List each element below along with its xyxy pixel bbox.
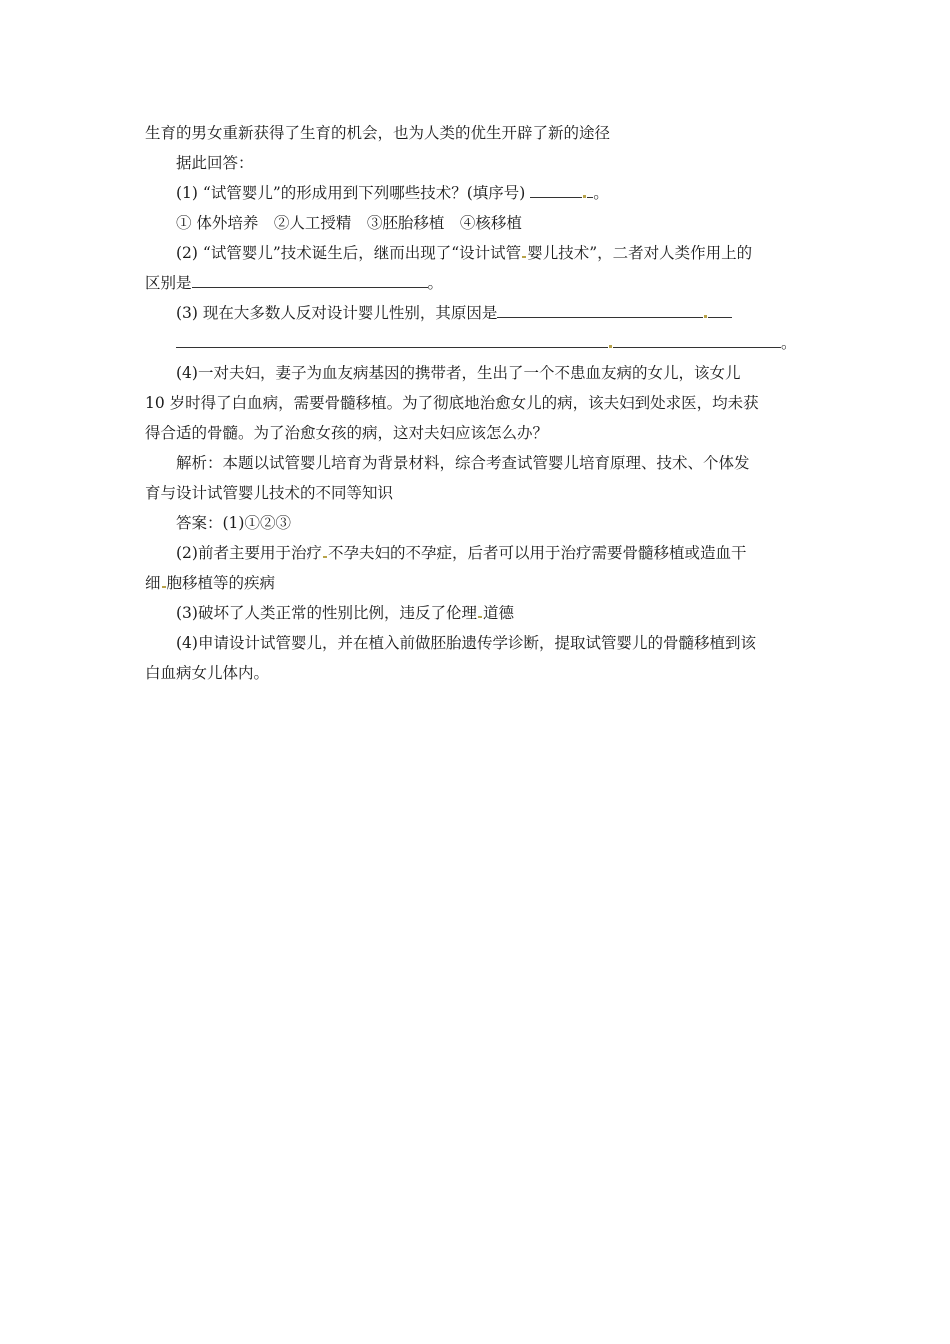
answer-2-text-c: 细 [145, 574, 161, 592]
question-2-line-2-text: 区别是 [145, 274, 192, 292]
analysis-line-2: 育与设计试管婴儿技术的不同等知识 [145, 484, 394, 502]
answer-2-line-2 [145, 568, 810, 598]
question-3-line-2 [145, 328, 810, 358]
question-1-end: 。 [593, 184, 609, 202]
question-2-line-2 [145, 268, 810, 298]
answer-3-text-b: 道德 [482, 604, 514, 622]
question-1-answer-blank-tail [587, 179, 593, 198]
question-3-answer-blank[interactable] [497, 299, 703, 318]
answer-prompt: 据此回答： [176, 154, 254, 172]
answer-4-line-1: (4)申请设计试管婴儿，并在植入前做胚胎遗传学诊断，提取试管婴儿的骨髓移植到该 [176, 634, 756, 652]
question-2-line-1 [145, 238, 810, 268]
answer-2-text-a: (2)前者主要用于治疗 [176, 544, 322, 562]
question-1-answer-blank[interactable] [530, 179, 582, 198]
document-body [145, 118, 810, 688]
question-1-label: (1) [176, 184, 198, 202]
answer-4-line-2: 白血病女儿体内。 [145, 664, 270, 682]
question-2-text-a: “试管婴儿”技术诞生后，继而出现了“设计试管 [202, 244, 522, 262]
mark-tick [478, 616, 482, 618]
mark-dot [704, 315, 707, 318]
question-4-line-3: 得合适的骨髓。为了治愈女孩的病，这对夫妇应该怎么办？ [145, 424, 549, 442]
question-4-line-1: (4)一对夫妇，妻子为血友病基因的携带者，生出了一个不患血友病的女儿，该女儿 [176, 364, 741, 382]
question-4-line-2: 10 岁时得了白血病，需要骨髓移植。为了彻底地治愈女儿的病，该夫妇到处求医，均未获 [145, 394, 759, 412]
question-3-answer-blank-2[interactable] [176, 329, 608, 348]
answer-2-text-d: 胞移植等的疾病 [166, 574, 276, 592]
question-3-answer-blank-tail [708, 299, 732, 318]
answer-3 [145, 598, 810, 628]
question-2-text-b: 婴儿技术”，二者对人类作用上的 [527, 244, 753, 262]
answer-1: 答案：(1)①②③ [176, 514, 291, 532]
question-3-line-1 [145, 298, 810, 328]
answer-2-line-1 [145, 538, 810, 568]
mark-tick [522, 256, 526, 258]
question-2-answer-blank[interactable] [192, 269, 428, 288]
analysis-line-1: 解析：本题以试管婴儿培育为背景材料，综合考查试管婴儿培育原理、技术、个体发 [176, 454, 750, 472]
mark-tick [162, 586, 166, 588]
answer-3-text-a: (3)破坏了人类正常的性别比例，违反了伦理 [176, 604, 477, 622]
question-2-end: 。 [427, 274, 444, 292]
question-3-answer-blank-3 [613, 329, 781, 348]
question-1-options: ① 体外培养 ②人工授精 ③胚胎移植 ④核移植 [176, 214, 522, 232]
intro-tail: 生育的男女重新获得了生育的机会，也为人类的优生开辟了新的途径 [145, 124, 611, 142]
question-1 [145, 178, 810, 208]
question-3-label: (3) [176, 304, 198, 322]
mark-dot [609, 345, 612, 348]
mark-dot [583, 195, 586, 198]
question-1-text: “试管婴儿”的形成用到下列哪些技术？(填序号) [202, 184, 526, 202]
question-2-label: (2) [176, 244, 198, 262]
question-3-text: 现在大多数人反对设计婴儿性别，其原因是 [202, 304, 498, 322]
question-3-end: 。 [781, 334, 797, 352]
answer-2-text-b: 不孕夫妇的不孕症，后者可以用于治疗需要骨髓移植或造血干 [327, 544, 747, 562]
mark-tick [323, 556, 327, 558]
